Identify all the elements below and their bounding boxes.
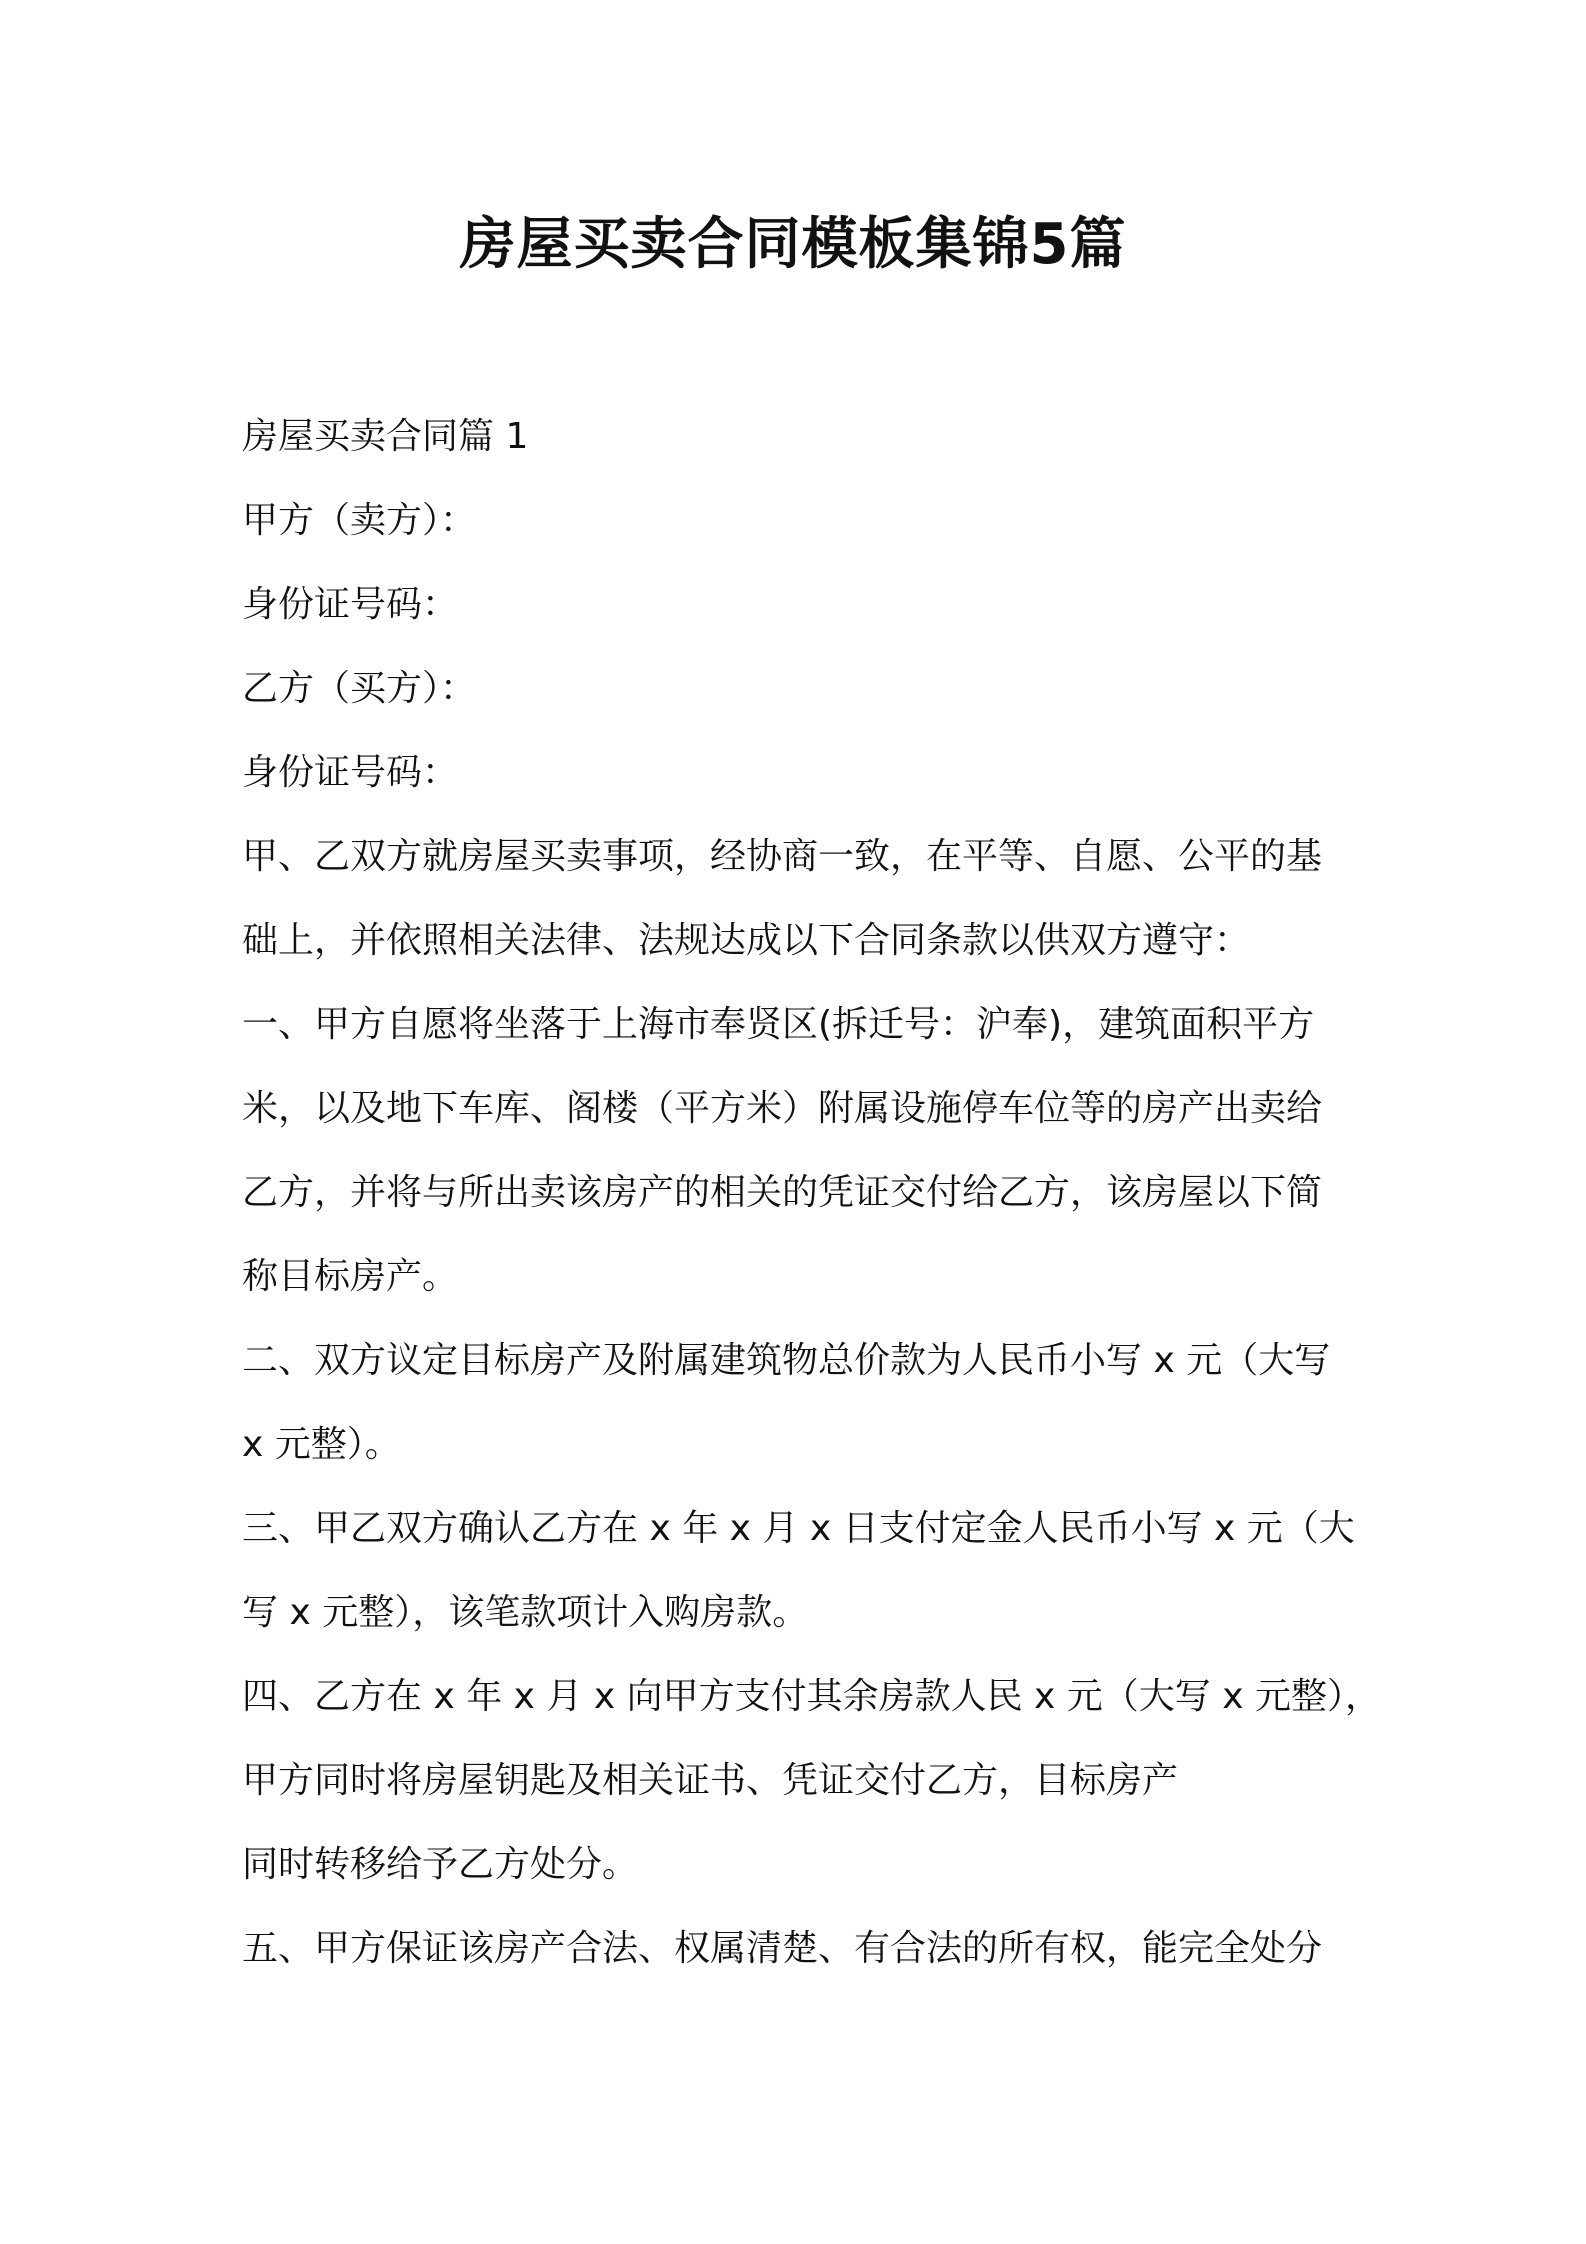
party-b-id-label: 身份证号码： — [242, 752, 459, 793]
clause-1-line-2: 米，以及地下车库、阁楼（平方米）附属设施停车位等的房产出卖给 — [242, 1088, 1323, 1129]
preamble-line-2: 础上，并依照相关法律、法规达成以下合同条款以供双方遵守： — [242, 920, 1251, 961]
clause-2-line-1: 二、双方议定目标房产及附属建筑物总价款为人民币小写 x 元（大写 — [242, 1340, 1331, 1381]
document-title: 房屋买卖合同模板集锦5篇 — [459, 212, 1127, 277]
clause-5-line-1: 五、甲方保证该房产合法、权属清楚、有合法的所有权，能完全处分 — [242, 1928, 1323, 1969]
preamble-line-1: 甲、乙双方就房屋买卖事项，经协商一致，在平等、自愿、公平的基 — [242, 836, 1323, 877]
clause-3-line-1: 三、甲乙双方确认乙方在 x 年 x 月 x 日支付定金人民币小写 x 元（大 — [242, 1508, 1355, 1549]
party-a-id-label: 身份证号码： — [242, 584, 459, 625]
document-body — [242, 395, 1381, 1991]
party-a-label: 甲方（卖方）： — [242, 500, 477, 541]
clause-4-line-2: 甲方同时将房屋钥匙及相关证书、凭证交付乙方，目标房产 — [242, 1760, 1179, 1801]
section-heading: 房屋买卖合同篇 1 — [242, 416, 529, 457]
clause-3-line-2: 写 x 元整），该笔款项计入购房款。 — [242, 1592, 809, 1633]
clause-4-line-1: 四、乙方在 x 年 x 月 x 向甲方支付其余房款人民 x 元（大写 x 元整）， — [242, 1676, 1381, 1717]
clause-1-line-1: 一、甲方自愿将坐落于上海市奉贤区(拆迁号：沪奉)，建筑面积平方 — [242, 1004, 1315, 1045]
clause-1-line-3: 乙方，并将与所出卖该房产的相关的凭证交付给乙方，该房屋以下简 — [242, 1172, 1323, 1213]
party-b-label: 乙方（买方）： — [242, 668, 477, 709]
clause-1-line-4: 称目标房产。 — [242, 1256, 459, 1297]
clause-4-line-3: 同时转移给予乙方处分。 — [242, 1844, 639, 1885]
clause-2-line-2: x 元整）。 — [242, 1424, 401, 1465]
